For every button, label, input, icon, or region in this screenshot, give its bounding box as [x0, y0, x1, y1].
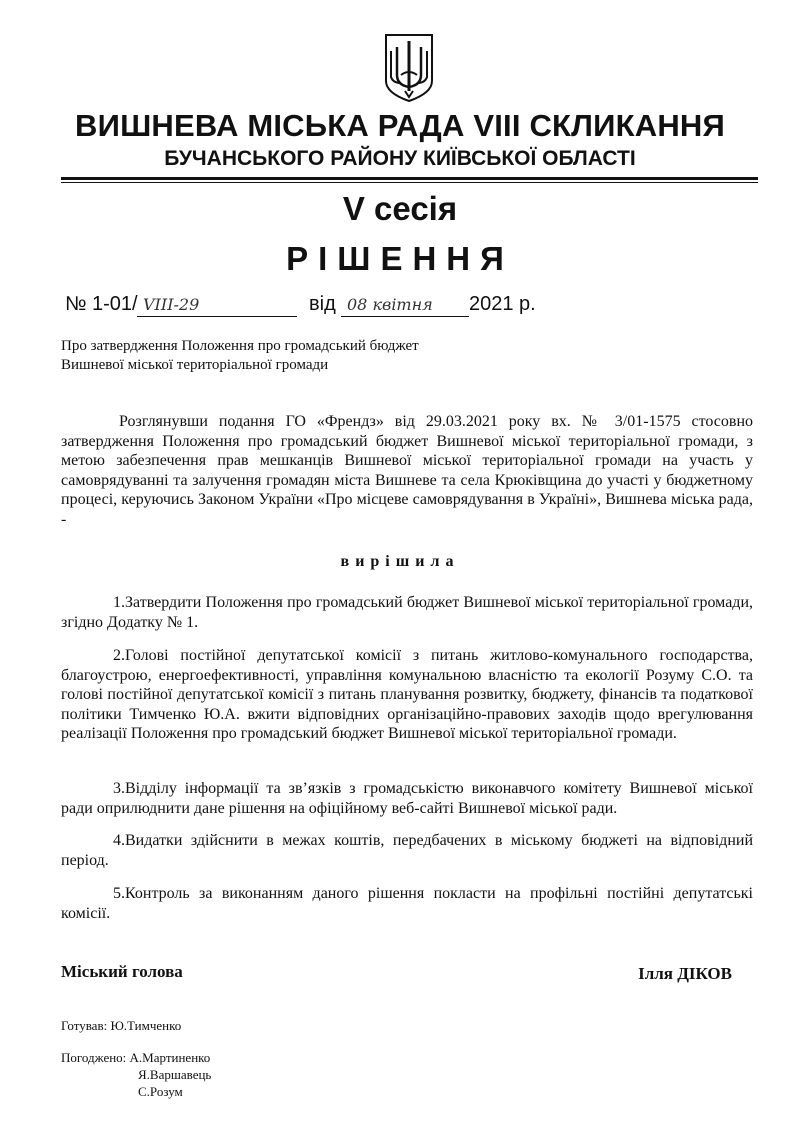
decision-subject [61, 337, 561, 375]
number-underline [137, 316, 297, 317]
agreed-by-3: С.Розум [138, 1084, 183, 1099]
mayor-label: Міський голова [61, 962, 183, 981]
subject-line-1: Про затвердження Положення про громадський бюджет [61, 338, 419, 354]
decision-item-4: 4.Видатки здійснити в межах коштів, передбачених в міському бюджеті на відповідний період. [61, 832, 753, 869]
header-rule-thin [61, 182, 758, 183]
session-title: V сесія [342, 190, 458, 227]
header-rule-thick [61, 177, 758, 180]
council-title: ВИШНЕВА МІСЬКА РАДА VIII СКЛИКАННЯ [75, 108, 725, 143]
date-underline [341, 316, 469, 317]
decision-item-5: 5.Контроль за виконанням даного рішення покласти на профільні постійні депутатські комісії. [61, 885, 753, 922]
decision-item-1: 1.Затвердити Положення про громадський бюджет Вишневої міської територіальної громади, згідно Додатку № 1. [61, 594, 753, 631]
handwritten-date: 08 квітня [347, 295, 433, 314]
agreed-by: Погоджено: А.Мартиненко [61, 1050, 211, 1065]
number-prefix: № 1-01/ [65, 293, 138, 315]
handwritten-number: VIII-29 [143, 295, 200, 314]
document-type: РІШЕННЯ [286, 240, 514, 277]
subject-line-2: Вишневої міської територіальної громади [61, 357, 329, 373]
agreed-by-2: Я.Варшавець [138, 1067, 212, 1082]
preamble-paragraph: Розглянувши подання ГО «Френдз» від 29.03.2021 року вх. № 3/01-1575 стосовно затвердження Положення про громадський бюджет Вишневої міської територіальної громади, з метою забезпечення прав мешканців Вишневої міської територіальної громади на участь у самоврядуванні та залучення громадян міста Вишневе та села Крюківщина до участі у бюджетному процесі, керуючись Законом України «Про місцеве самоврядування в Україні», Вишнева міська рада, - [61, 413, 753, 528]
decision-number-line [65, 293, 765, 323]
decided-heading: вирішила [340, 553, 460, 570]
decision-item-2: 2.Голові постійної депутатської комісії з питань житлово-комунального господарства, благоустрою, енергоефективності, управління комунальною власністю та екології Розуму С.О. та голові постійної депутатської комісії з питань планування розвитку, бюджету, фінансів та податкової політики Тимченко Ю.А. вжити відповідних організаційно-правових заходів щодо врегулювання реалізації Положення про громадський бюджет Вишневої міської територіальної громади. [61, 647, 753, 742]
date-prefix: від [309, 293, 336, 315]
trident-icon [383, 33, 435, 103]
prepared-by: Готував: Ю.Тимченко [61, 1018, 182, 1033]
mayor-name: Ілля ДІКОВ [638, 964, 732, 983]
district-title: БУЧАНСЬКОГО РАЙОНУ КИЇВСЬКОЇ ОБЛАСТІ [164, 147, 636, 170]
decision-item-3: 3.Відділу інформації та зв’язків з громадськістю виконавчого комітету Вишневої міської ради оприлюднити дане рішення на офіційному веб-сайті Вишневої міської ради. [61, 780, 753, 817]
year-suffix: 2021 р. [469, 293, 536, 315]
